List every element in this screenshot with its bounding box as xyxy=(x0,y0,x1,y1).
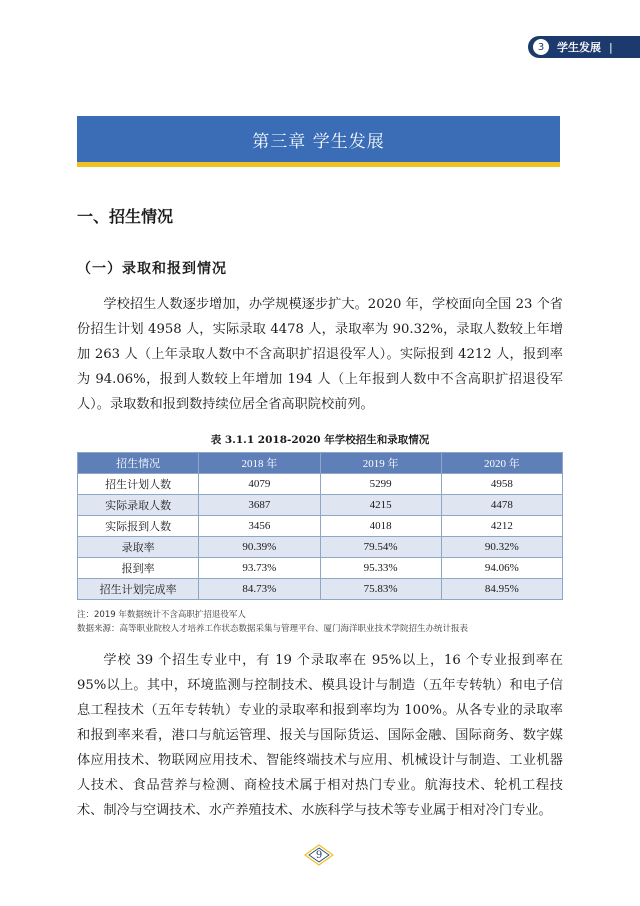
table-cell: 75.83% xyxy=(320,579,441,600)
section-heading: 一、招生情况 xyxy=(77,207,174,226)
table-cell: 90.39% xyxy=(199,537,320,558)
table-source: 数据来源：高等职业院校人才培养工作状态数据采集与管理平台、厦门海洋职业技术学院招生办统计报表 xyxy=(77,624,469,634)
table-cell: 4079 xyxy=(199,474,320,495)
table-row xyxy=(78,579,563,600)
chapter-number-badge: 3 xyxy=(533,39,549,55)
table-cell: 93.73% xyxy=(199,558,320,579)
table-cell: 4215 xyxy=(320,495,441,516)
chapter-header-title: 学生发展 xyxy=(557,41,601,54)
table-row xyxy=(78,558,563,579)
table-caption: 表 3.1.1 2018-2020 年学校招生和录取情况 xyxy=(210,434,430,446)
table-cell: 4212 xyxy=(441,516,562,537)
table-header-cell: 2019 年 xyxy=(320,453,441,474)
table-cell: 报到率 xyxy=(78,558,199,579)
page-number-ornament xyxy=(304,844,334,866)
table-cell: 3687 xyxy=(199,495,320,516)
chapter-header-tab xyxy=(528,36,640,58)
table-row xyxy=(78,537,563,558)
table-cell: 实际报到人数 xyxy=(78,516,199,537)
paragraph-major-analysis: 学校 39 个招生专业中，有 19 个录取率在 95%以上，16 个专业报到率在 95%以上。其中，环境监测与控制技术、模具设计与制造（五年专转轨）和电子信息工程技术（五年专转轨）专业的录取率和报到率均为 100%。从各专业的录取率和报到率来看，港口与航运管理、报关与国际货运、国际金融、国际商务、数字媒体应用技术、物联网应用技术、智能终端技术与应用、机械设计与制造、工业机器人技术、食品营养与检测、商检技术属于相对热门专业。航海技术、轮机工程技术、制冷与空调技术、水产养殖技术、水族科学与技术等专业属于相对冷门专业。 xyxy=(77,653,563,818)
table-header-cell: 2020 年 xyxy=(441,453,562,474)
table-cell: 84.95% xyxy=(441,579,562,600)
table-cell: 4478 xyxy=(441,495,562,516)
table-cell: 实际录取人数 xyxy=(78,495,199,516)
table-note: 注：2019 年数据统计不含高职扩招退役军人 xyxy=(77,610,246,620)
table-header-cell: 2018 年 xyxy=(199,453,320,474)
page-number: 9 xyxy=(315,849,323,861)
subsection-heading: （一）录取和报到情况 xyxy=(77,261,227,277)
table-cell: 94.06% xyxy=(441,558,562,579)
table-cell: 4018 xyxy=(320,516,441,537)
enrollment-table xyxy=(77,452,563,600)
table-cell: 3456 xyxy=(199,516,320,537)
table-row xyxy=(78,495,563,516)
table-header-cell: 招生情况 xyxy=(78,453,199,474)
chapter-title: 第三章 学生发展 xyxy=(252,131,385,152)
table-cell: 95.33% xyxy=(320,558,441,579)
table-cell: 4958 xyxy=(441,474,562,495)
table-cell: 5299 xyxy=(320,474,441,495)
paragraph-enrollment-summary: 学校招生人数逐步增加，办学规模逐步扩大。2020 年，学校面向全国 23 个省份招生计划 4958 人，实际录取 4478 人，录取率为 90.32%，录取人数较上年增加 263 人（上年录取人数中不含高职扩招退役军人）。实际报到 4212 人，报到率为 94.06%，报到人数较上年增加 194 人（上年报到人数中不含高职扩招退役军人）。录取数和报到数持续位居全省高职院校前列。 xyxy=(77,297,563,412)
chapter-banner xyxy=(77,116,560,167)
table-cell: 90.32% xyxy=(441,537,562,558)
table-row xyxy=(78,516,563,537)
table-cell: 招生计划完成率 xyxy=(78,579,199,600)
table-cell: 录取率 xyxy=(78,537,199,558)
table-cell: 招生计划人数 xyxy=(78,474,199,495)
table-cell: 79.54% xyxy=(320,537,441,558)
table-cell: 84.73% xyxy=(199,579,320,600)
table-row xyxy=(78,474,563,495)
table-header-row xyxy=(78,453,563,474)
header-separator: | xyxy=(609,40,613,54)
